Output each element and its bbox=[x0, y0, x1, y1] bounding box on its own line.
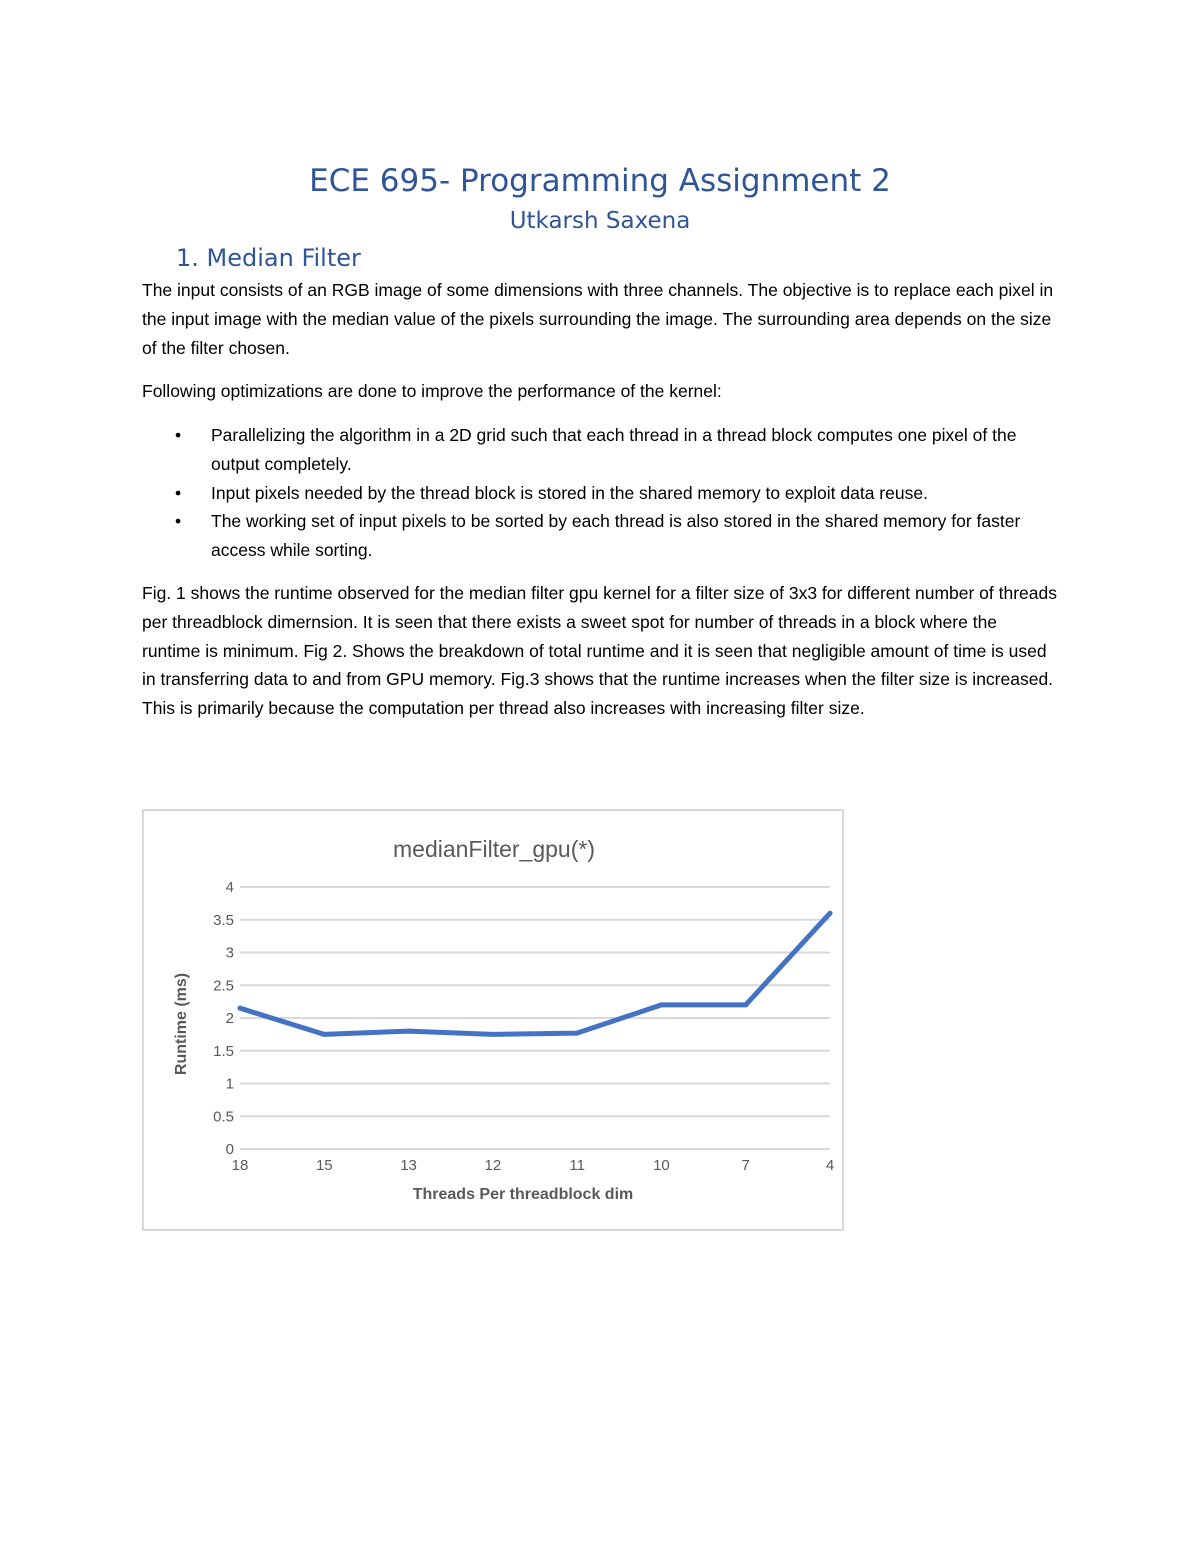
optimizations-intro: Following optimizations are done to improve the performance of the kernel: bbox=[142, 381, 722, 401]
data-point bbox=[659, 1002, 664, 1007]
author-name: Utkarsh Saxena bbox=[509, 208, 691, 234]
data-point bbox=[743, 1002, 748, 1007]
chart-title: medianFilter_gpu(*) bbox=[393, 836, 595, 862]
list-item-text: Input pixels needed by the thread block is stored in the shared memory to exploit data reuse. bbox=[211, 482, 928, 503]
data-point bbox=[238, 1006, 243, 1011]
data-point bbox=[490, 1032, 495, 1037]
y-tick-label: 2.5 bbox=[213, 977, 234, 995]
list-item bbox=[142, 421, 1057, 479]
list-item bbox=[142, 479, 1057, 508]
x-tick-label: 10 bbox=[653, 1157, 670, 1174]
intro-paragraph: The input consists of an RGB image of some dimensions with three channels. The objective is to replace each pixel in the input image with the median value of the pixels surrounding the image. The surrounding area depends on the size of the filter chosen. bbox=[142, 280, 1054, 358]
x-tick-label: 11 bbox=[569, 1157, 585, 1174]
bullet-icon: • bbox=[175, 425, 182, 445]
y-tick-label: 0 bbox=[225, 1141, 234, 1158]
data-point bbox=[828, 911, 833, 916]
x-axis-label: Threads Per threadblock dim bbox=[412, 1186, 634, 1203]
data-point bbox=[575, 1031, 580, 1036]
bullet-icon: • bbox=[175, 482, 182, 503]
section-heading: 1. Median Filter bbox=[176, 244, 361, 272]
document-title: ECE 695- Programming Assignment 2 bbox=[309, 163, 891, 199]
x-tick-label: 18 bbox=[231, 1157, 249, 1174]
chart-gridlines bbox=[240, 887, 830, 1149]
results-paragraph: Fig. 1 shows the runtime observed for the median filter gpu kernel for a filter size of 3x3 for different number of threads per threadblock dimernsion. It is seen that there exists a sweet spot for number of threads in a block where the runtime is minimum. Fig 2. Shows the breakdown of total runtime and it is seen that negligible amount of time is used in transferring data to and from GPU memory. Fig.3 shows that the runtime increases when the filter size is increased. This is primarily because the computation per thread also increases with increasing filter size. bbox=[142, 583, 1057, 719]
y-tick-label: 1.5 bbox=[213, 1042, 234, 1060]
x-tick-label: 7 bbox=[741, 1157, 750, 1174]
y-tick-label: 3 bbox=[225, 944, 234, 962]
y-tick-label: 2 bbox=[225, 1010, 234, 1027]
x-tick-label: 12 bbox=[484, 1157, 502, 1174]
y-tick-label: 4 bbox=[225, 879, 234, 896]
chart-frame bbox=[142, 809, 844, 1231]
list-item-text: Parallelizing the algorithm in a 2D grid such that each thread in a thread block computes one pixel of the output completely. bbox=[211, 425, 1017, 474]
data-point bbox=[322, 1032, 327, 1037]
y-tick-label: 1 bbox=[225, 1075, 234, 1093]
runtime-line-chart bbox=[144, 811, 842, 1229]
bullet-icon: • bbox=[175, 511, 182, 532]
series-line bbox=[240, 913, 830, 1034]
list-item-text: The working set of input pixels to be sorted by each thread is also stored in the shared memory for faster access while sorting. bbox=[211, 511, 1021, 561]
y-tick-label: 0.5 bbox=[213, 1108, 234, 1126]
x-tick-label: 15 bbox=[315, 1157, 333, 1174]
x-tick-label: 4 bbox=[825, 1157, 835, 1174]
data-point bbox=[406, 1029, 411, 1034]
optimization-list bbox=[142, 421, 1057, 565]
x-tick-label: 13 bbox=[400, 1157, 417, 1174]
y-tick-label: 3.5 bbox=[213, 911, 234, 929]
list-item bbox=[142, 507, 1057, 565]
y-axis-label: Runtime (ms) bbox=[173, 972, 190, 1076]
